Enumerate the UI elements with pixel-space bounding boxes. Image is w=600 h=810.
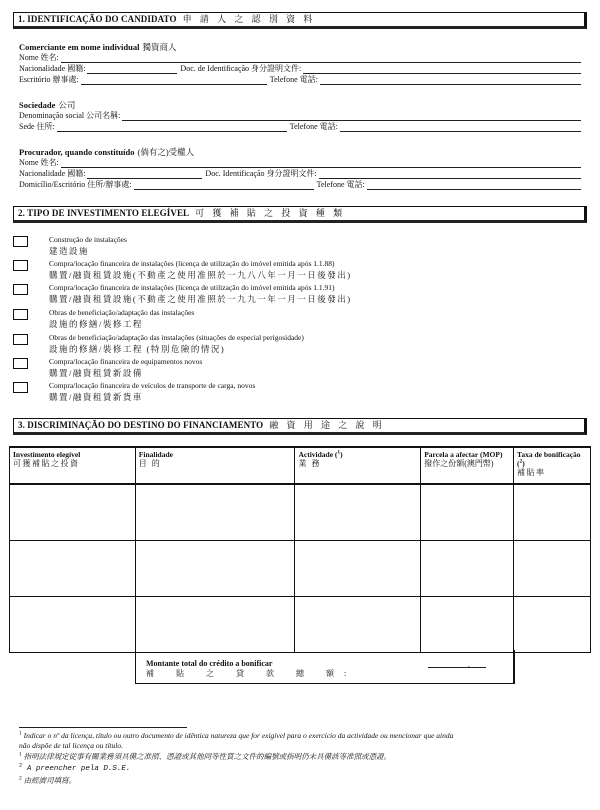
checkbox[interactable] (13, 260, 28, 271)
table-cell[interactable] (514, 596, 591, 652)
section2-title-zh: 可 獲 補 貼 之 投 資 種 類 (195, 208, 346, 218)
option-label-zh: 建造設施 (49, 246, 90, 256)
company-seat-field[interactable] (57, 124, 287, 132)
table-cell[interactable] (295, 596, 421, 652)
individual-name-label: Nome 姓名: (19, 53, 59, 62)
footnote-mark: 1 (19, 730, 22, 737)
company-seat-label: Sede 住所: (19, 122, 55, 131)
checkbox[interactable] (13, 382, 28, 393)
individual-id-doc-field[interactable] (303, 66, 581, 74)
section2-header (13, 206, 587, 223)
individual-name-row (19, 53, 584, 63)
table-cell[interactable] (514, 484, 591, 540)
column-header-pt: Investimento elegível (13, 450, 81, 459)
attorney-id-doc-field[interactable] (319, 171, 581, 179)
footnote-divider (19, 727, 187, 728)
option-label-zh: 設施的修繕/裝修工程 (49, 319, 143, 329)
option-label-zh: 購置/融資租賃設施(不動產之使用准照於一九八八年一月一日後發出) (49, 270, 352, 280)
footnote (19, 752, 589, 762)
column-header-zh: 業 務 (298, 459, 321, 468)
column-header-zh: 可獲補貼之投資 (13, 459, 80, 468)
attorney-phone-label: Telefone 電話: (316, 180, 365, 189)
table-cell[interactable] (10, 596, 136, 652)
table-cell[interactable] (135, 484, 295, 540)
total-credit-box (135, 650, 514, 684)
checkbox[interactable] (13, 309, 28, 320)
table-cell[interactable] (295, 540, 421, 596)
table-row (10, 484, 591, 540)
investment-option (13, 309, 413, 331)
checkbox[interactable] (13, 284, 28, 295)
table-cell[interactable] (421, 484, 514, 540)
column-header-amount (421, 447, 514, 484)
option-label-pt: Compra/locação financeira de equipamentos novos (49, 357, 203, 366)
individual-office-label: Escritório 辦事處: (19, 75, 79, 84)
column-header-zh: 補貼率 (517, 468, 546, 477)
option-label-zh: 設施的修繕/裝修工程 (特別危險的情況) (49, 344, 226, 354)
section3-title: 3. DISCRIMINAÇÃO DO DESTINO DO FINANCIAMENTO (18, 420, 264, 430)
column-header-activity (295, 447, 421, 484)
section1-header (13, 12, 587, 29)
column-header-pt: Taxa de bonificação ( (517, 450, 581, 468)
table-cell[interactable] (135, 596, 295, 652)
section3-title-zh: 融 資 用 途 之 說 明 (269, 420, 385, 430)
column-header-zh: 目 的 (138, 459, 162, 468)
attorney-name-row (19, 158, 584, 168)
attorney-heading-pt: Procurador, quando constituído (19, 147, 135, 157)
table-row (10, 540, 591, 596)
company-phone-field[interactable] (340, 124, 581, 132)
column-header-pt: Finalidade (138, 450, 173, 459)
attorney-nationality-label: Nacionalidade 國籍: (19, 169, 86, 178)
footnote-ref: 1 (337, 449, 341, 456)
investment-option (13, 334, 413, 356)
investment-option (13, 260, 413, 282)
footnote-mark: 2 (19, 761, 23, 769)
column-header-rate (514, 447, 591, 484)
attorney-address-label: Domicílio/Escritório 住所/辦事處: (19, 180, 132, 189)
column-header-pt: Actividade ( (298, 450, 338, 459)
column-header-investment (10, 447, 136, 484)
attorney-heading-zh: (倘有之)受權人 (137, 147, 195, 157)
total-credit-label-zh: 補 貼 之 貸 款 總 額: (146, 669, 357, 678)
option-label-zh: 購置/融資租賃新貨車 (49, 392, 143, 402)
individual-phone-field[interactable] (320, 77, 581, 85)
investment-option (13, 382, 413, 404)
table-cell[interactable] (135, 540, 295, 596)
checkbox[interactable] (13, 358, 28, 369)
section3-header (13, 418, 587, 435)
column-header-zh: 撥作之份額(澳門幣) (424, 459, 494, 468)
footnote-text: 由經濟司填寫。 (23, 776, 77, 785)
table-cell[interactable] (10, 484, 136, 540)
attorney-name-label: Nome 姓名: (19, 158, 59, 167)
option-label-pt: Compra/locação financeira de instalações (licença de utilização do imóvel emitida após 1.1.91) (49, 283, 335, 292)
section2-title: 2. TIPO DE INVESTIMENTO ELEGÍVEL (18, 208, 190, 218)
company-seat-row (19, 122, 584, 132)
individual-heading-pt: Comerciante em nome individual (19, 42, 140, 52)
company-name-field[interactable] (122, 113, 581, 121)
attorney-name-field[interactable] (61, 160, 581, 168)
attorney-address-field[interactable] (134, 182, 314, 190)
decimal-separator: , (468, 661, 470, 669)
individual-phone-label: Telefone 電話: (269, 75, 318, 84)
table-row (10, 596, 591, 652)
divider (514, 650, 515, 684)
table-cell[interactable] (514, 540, 591, 596)
option-label-pt: Compra/locação financeira de veículos de transporte de carga, novos (49, 381, 256, 390)
footnote (19, 776, 589, 786)
table-cell[interactable] (295, 484, 421, 540)
option-label-zh: 購置/融資租賃新設備 (49, 368, 143, 378)
footnote (19, 741, 589, 751)
individual-office-field[interactable] (81, 77, 267, 85)
investment-option (13, 358, 413, 380)
company-heading (19, 100, 75, 110)
company-name-label: Denominação social 公司名稱: (19, 111, 121, 120)
individual-nationality-label: Nacionalidade 國籍: (19, 64, 86, 73)
individual-nationality-row (19, 64, 584, 74)
individual-heading (19, 42, 177, 52)
option-label-pt: Compra/locação financeira de instalações (licença de utilização do imóvel emitida após 1.1.88) (49, 259, 335, 268)
total-credit-field[interactable] (428, 661, 486, 669)
column-header-close: ) (522, 459, 525, 468)
individual-name-field[interactable] (61, 55, 581, 63)
company-heading-pt: Sociedade (19, 100, 56, 110)
option-label-pt: Obras de beneficiação/adaptação das instalações (situações de especial perigosidade) (49, 333, 304, 342)
attorney-nationality-field[interactable] (87, 171, 202, 179)
column-header-purpose (135, 447, 295, 484)
attorney-phone-field[interactable] (367, 182, 581, 190)
footnote-text: A preencher pela D.S.E. (26, 765, 131, 773)
option-label-zh: 購置/融資租賃設施(不動產之使用准照於一九九一年一月一日後發出) (49, 294, 352, 304)
footnote-mark: 1 (19, 751, 22, 758)
checkbox[interactable] (13, 236, 28, 247)
individual-id-doc-label: Doc. de Identificação 身分證明文件: (180, 64, 302, 73)
company-heading-zh: 公司 (58, 100, 76, 110)
attorney-heading (19, 147, 194, 157)
footnote-mark: 2 (19, 775, 22, 782)
investment-option (13, 236, 413, 258)
table-cell[interactable] (10, 540, 136, 596)
footnote-text: não dispõe de tal licença ou título. (19, 741, 123, 750)
company-name-row (19, 111, 584, 121)
individual-office-row (19, 75, 584, 85)
attorney-address-row (19, 180, 584, 190)
table-cell[interactable] (421, 540, 514, 596)
checkbox[interactable] (13, 334, 28, 345)
column-header-pt: Parcela a afectar (MOP) (424, 450, 503, 459)
company-phone-label: Telefone 電話: (289, 122, 338, 131)
section1-title: 1. IDENTIFICAÇÃO DO CANDIDATO (18, 14, 177, 24)
footnote (19, 731, 589, 741)
option-label-pt: Construção de instalações (49, 235, 127, 244)
footnote (19, 761, 589, 774)
investment-option (13, 284, 413, 306)
individual-nationality-field[interactable] (87, 66, 177, 74)
total-credit-label: Montante total do crédito a bonificar (146, 659, 273, 668)
column-header-close: ) (340, 450, 343, 459)
footnote-ref: 2 (519, 458, 523, 465)
attorney-id-doc-label: Doc. Identificação 身分證明文件: (205, 169, 317, 178)
section1-title-zh: 申 請 人 之 認 別 資 料 (182, 14, 316, 24)
attorney-nationality-row (19, 169, 584, 179)
option-label-pt: Obras de beneficiação/adaptação das instalações (49, 308, 195, 317)
table-header-row (10, 447, 591, 484)
footnote-text: Indicar o nº da licença, título ou outro documento de idêntica natureza que for exigível para o exercício da actividade ou mencionar que ainda (23, 731, 454, 740)
individual-heading-zh: 獨資商人 (142, 42, 177, 52)
table-cell[interactable] (421, 596, 514, 652)
financing-destination-table (9, 446, 591, 653)
footnote-text: 指明法律規定從事有關業務須具備之准照、憑證或其他同等性質之文件的編號或指明仍未具備該等准照或憑證。 (23, 752, 392, 761)
